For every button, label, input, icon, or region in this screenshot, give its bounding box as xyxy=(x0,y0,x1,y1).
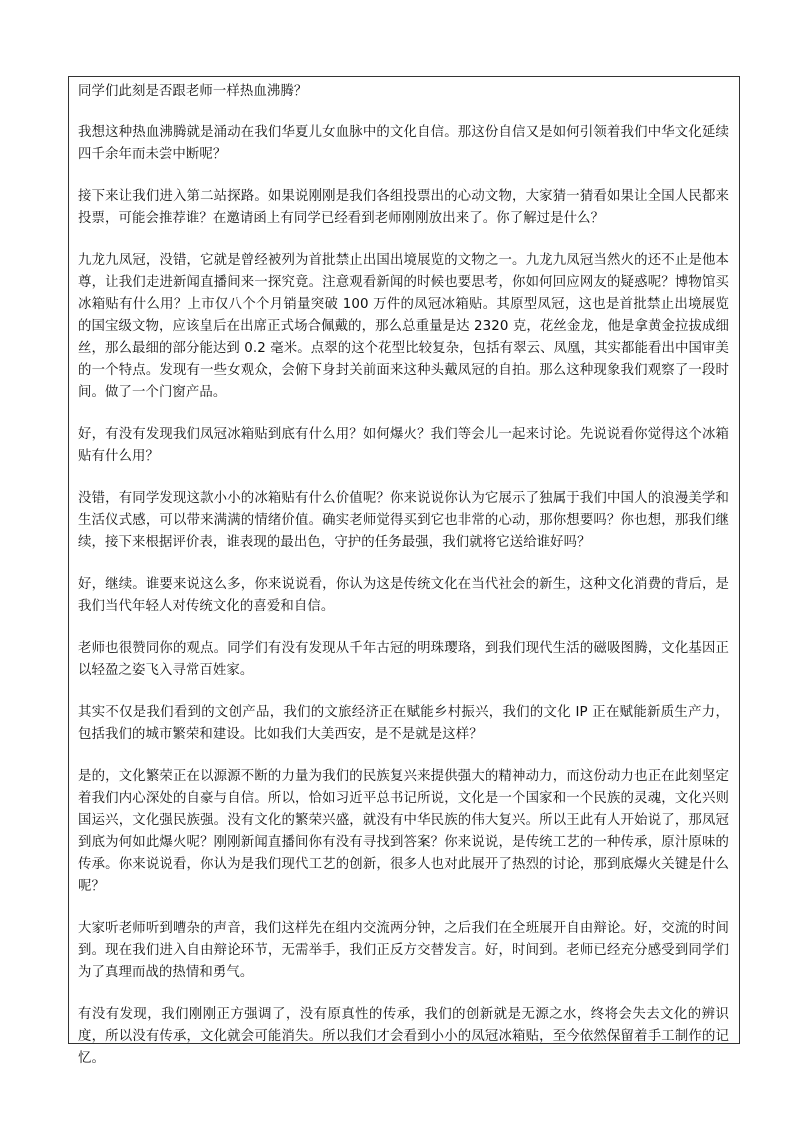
paragraph: 是的，文化繁荣正在以源源不断的力量为我们的民族复兴来提供强大的精神动力，而这份动力也正在此刻坚定着我们内心深处的自豪与自信。所以，恰如习近平总书记所说，文化是一个国家和一个民族的灵魂，文化兴则国运兴，文化强民族强。没有文化的繁荣兴盛，就没有中华民族的伟大复兴。所以王此有人开始说了，那凤冠到底为何如此爆火呢？刚刚新闻直播间你有没有寻找到答案？你来说说，是传统工艺的一种传承，原汁原味的传承。你来说说看，你认为是我们现代工艺的创新，很多人也对此展开了热烈的讨论，那到底爆火关键是什么呢？ xyxy=(78,769,729,894)
paragraph: 有没有发现，我们刚刚正方强调了，没有原真性的传承，我们的创新就是无源之水，终将会失去文化的辨识度，所以没有传承，文化就会可能消失。所以我们才会看到小小的凤冠冰箱贴，至今依然保留着手工制作的记忆。 xyxy=(78,1007,729,1066)
paragraph: 同学们此刻是否跟老师一样热血沸腾？ xyxy=(78,84,308,99)
paragraph: 大家听老师听到嘈杂的声音，我们这样先在组内交流两分钟，之后我们在全班展开自由辩论。好，交流的时间到。现在我们进入自由辩论环节，无需举手，我们正反方交替发言。好，时间到。老师已经充分感受到同学们为了真理而战的热情和勇气。 xyxy=(78,921,729,980)
paragraph: 好，有没有发现我们凤冠冰箱贴到底有什么用？如何爆火？我们等会儿一起来讨论。先说说看你觉得这个冰箱贴有什么用？ xyxy=(78,427,729,464)
paragraph: 没错，有同学发现这款小小的冰箱贴有什么价值呢？你来说说你认为它展示了独属于我们中国人的浪漫美学和生活仪式感，可以带来满满的情绪价值。确实老师觉得买到它也非常的心动，那你想要吗？你也想，那我们继续，接下来根据评价表，谁表现的最出色，守护的任务最强，我们就将它送给谁好吗？ xyxy=(78,491,729,550)
document-frame xyxy=(68,76,740,1066)
paragraph: 好，继续。谁要来说这么多，你来说说看，你认为这是传统文化在当代社会的新生，这种文化消费的背后，是我们当代年轻人对传统文化的喜爱和自信。 xyxy=(78,577,729,614)
paragraph: 九龙九凤冠，没错，它就是曾经被列为首批禁止出国出境展览的文物之一。九龙九凤冠当然火的还不止是他本尊，让我们走进新闻直播间来一探究竟。注意观看新闻的时候也要思考，你如何回应网友的疑惑呢？博物馆买冰箱贴有什么用？上市仅八个个月销量突破 100 万件的凤冠冰箱贴。其原型凤冠，这也是首批禁止出境展览的国宝级文物，应该皇后在出席正式场合佩戴的，那么总重量是达 2320 克，花丝金龙，他是拿黄金拉拔成细丝，那么最细的部分能达到 0.2 毫米。点翠的这个花型比较复杂，包括有翠云、凤凰，其实都能看出中国审美的一个特点。发现有一些女观众，会俯下身封关前面来这种头戴凤冠的自拍。那么这种现象我们观察了一段时间。做了一个门窗产品。 xyxy=(78,253,729,400)
paragraph: 我想这种热血沸腾就是涌动在我们华夏儿女血脉中的文化自信。那这份自信又是如何引领着我们中华文化延续四千余年而未尝中断呢？ xyxy=(78,125,729,162)
paragraph: 接下来让我们进入第二站探路。如果说刚刚是我们各组投票出的心动文物，大家猜一猜看如果让全国人民都来投票，可能会推荐谁？在邀请函上有同学已经看到老师刚刚放出来了。你了解过是什么？ xyxy=(78,189,729,226)
paragraph: 其实不仅是我们看到的文创产品，我们的文旅经济正在赋能乡村振兴，我们的文化 IP 正在赋能新质生产力，包括我们的城市繁荣和建设。比如我们大美西安，是不是就是这样？ xyxy=(78,705,729,742)
paragraph: 老师也很赞同你的观点。同学们有没有发现从千年古冠的明珠璎珞，到我们现代生活的磁吸图腾，文化基因正以轻盈之姿飞入寻常百姓家。 xyxy=(78,641,729,678)
